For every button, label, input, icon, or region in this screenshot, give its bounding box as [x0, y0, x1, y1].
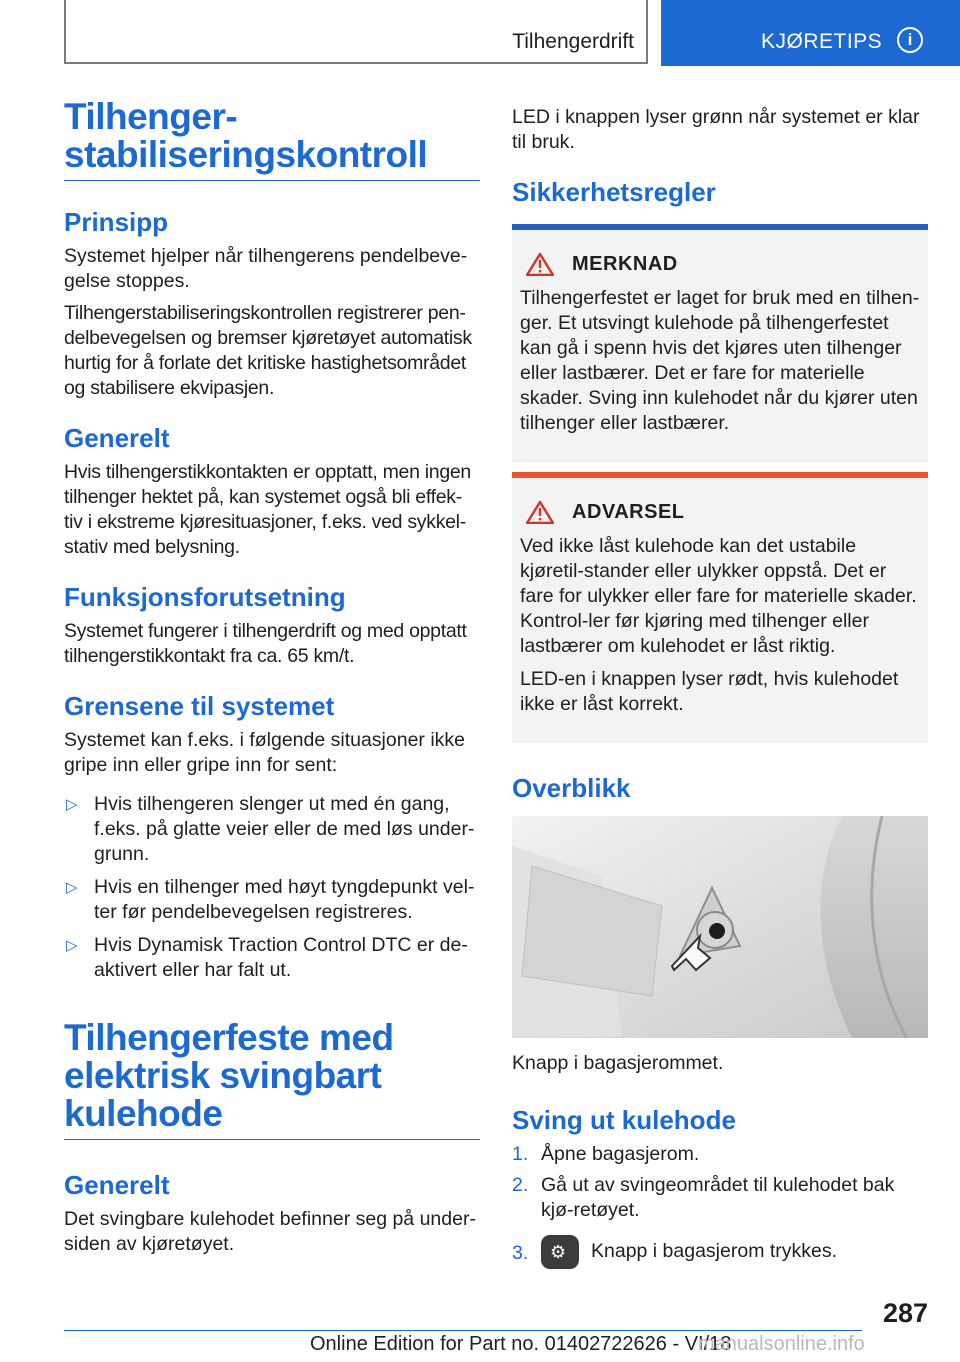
- triangle-bullet-icon: ▷: [66, 796, 78, 813]
- heading-line: elektrisk svingbart: [64, 1055, 382, 1096]
- paragraph: Systemet kan f.eks. i følgende situasjoner ikke gripe inn eller gripe inn for sent:: [64, 729, 466, 776]
- heading-line: kulehode: [64, 1093, 223, 1134]
- step-text: Knapp i bagasjerom trykkes.: [591, 1240, 838, 1263]
- triangle-bullet-icon: ▷: [66, 879, 78, 896]
- warning-triangle-icon: [526, 500, 554, 524]
- footer-watermark: manualsonline.info: [698, 1333, 865, 1355]
- subheading-generelt-2: Generelt: [64, 1170, 170, 1200]
- steps-list: [512, 1142, 928, 1269]
- list-item-text: Hvis Dynamisk Traction Control DTC er de-aktivert eller har falt ut.: [94, 934, 468, 981]
- note-label: MERKNAD: [572, 252, 678, 275]
- page-number: 287: [882, 1298, 928, 1328]
- paragraph: Systemet hjelper når tilhengerens pendelbeve-gelse stoppes.: [64, 245, 468, 292]
- trailer-hitch-button-icon: ⚙: [541, 1235, 579, 1269]
- list-item: [64, 875, 480, 925]
- heading-line: Tilhengerfeste med: [64, 1017, 394, 1058]
- step-number: 2.: [512, 1174, 529, 1196]
- subheading-sving-ut: Sving ut kulehode: [512, 1105, 736, 1135]
- paragraph: Tilhengerstabiliseringskontrollen registrerer pen-delbevegelsen og bremser kjøretøyet automatisk hurtig for å forlate det kritiske hastighetsområdet og stabilisere ekvipasjen.: [64, 302, 472, 399]
- step-number: 3.: [512, 1242, 529, 1264]
- trunk-illustration: [512, 816, 928, 1038]
- subheading-funksjonsforutsetning: Funksjonsforutsetning: [64, 582, 346, 612]
- subheading-overblikk: Overblikk: [512, 773, 631, 803]
- header-section-box: [64, 0, 648, 64]
- subheading-grensene: Grensene til systemet: [64, 691, 335, 721]
- list-item: [64, 792, 480, 867]
- header-chapter-title: KJØRETIPS: [761, 30, 883, 53]
- heading-line: stabiliseringskontroll: [64, 134, 428, 175]
- note-merknad: [512, 230, 928, 462]
- subheading-generelt: Generelt: [64, 423, 170, 453]
- footer-edition: Online Edition for Part no. 01402722626 - VI/18: [310, 1333, 732, 1355]
- limits-list: [64, 792, 480, 983]
- list-item-text: Hvis tilhengeren slenger ut med én gang, f.eks. på glatte veier eller de med løs under-grunn.: [94, 793, 475, 865]
- step-text: Åpne bagasjerom.: [541, 1143, 700, 1165]
- subheading-sikkerhetsregler: Sikkerhetsregler: [512, 177, 716, 207]
- warning-triangle-icon: [526, 252, 554, 276]
- trunk-button-photo: [512, 816, 928, 1038]
- note-text: Tilhengerfestet er laget for bruk med en tilhen-ger. Et utsvingt kulehode på tilhengerfestet kan gå i spenn hvis det kjøres uten tilhenger eller lastbærer. Det er fare for materielle skader. Sving inn kulehodet når du kjører uten tilhenger eller lastbærer.: [520, 287, 920, 434]
- step-number: 1.: [512, 1143, 529, 1165]
- triangle-bullet-icon: ▷: [66, 937, 78, 954]
- figure-caption: Knapp i bagasjerommet.: [512, 1052, 724, 1074]
- subheading-prinsipp: Prinsipp: [64, 207, 169, 237]
- footer-divider: [64, 1330, 862, 1331]
- info-icon[interactable]: i: [897, 27, 923, 53]
- header-section-title: Tilhengerdrift: [512, 30, 634, 53]
- heading-tilhengerfeste: [64, 1019, 480, 1140]
- step-text: Gå ut av svingeområdet til kulehodet bak kjø-retøyet.: [541, 1174, 895, 1221]
- paragraph: Systemet fungerer i tilhengerdrift og med opptatt tilhengerstikkontakt fra ca. 65 km/t.: [64, 620, 467, 667]
- paragraph: LED i knappen lyser grønn når systemet er klar til bruk.: [512, 106, 920, 153]
- paragraph: Det svingbare kulehodet befinner seg på under-siden av kjøretøyet.: [64, 1208, 476, 1255]
- list-item-text: Hvis en tilhenger med høyt tyngdepunkt vel-ter før pendelbevegelsen registreres.: [94, 876, 475, 923]
- heading-line: Tilhenger-: [64, 96, 238, 137]
- paragraph: Hvis tilhengerstikkontakten er opptatt, men ingen tilhenger hektet på, kan systemet også bli effek-tiv i ekstreme kjøresituasjoner, f.eks. ved sykkel-stativ med belysning.: [64, 461, 471, 558]
- step-item: [512, 1142, 928, 1167]
- list-item: [64, 933, 480, 983]
- note-advarsel: [512, 478, 928, 743]
- left-column: [64, 98, 480, 1264]
- right-column: [512, 98, 928, 1275]
- header-chapter-tab[interactable]: [661, 0, 960, 66]
- step-item: [512, 1235, 928, 1269]
- note-text: LED-en i knappen lyser rødt, hvis kulehodet ikke er låst korrekt.: [520, 668, 899, 715]
- note-label: ADVARSEL: [572, 500, 685, 523]
- heading-stabilisering: [64, 98, 480, 181]
- note-text: Ved ikke låst kulehode kan det ustabile kjøretil-stander eller ulykker oppstå. Det er fare for ulykker eller fare for materielle skader. Kontrol-ler før kjøring med tilhenger eller lastbærer om kulehodet er låst riktig.: [520, 535, 917, 657]
- step-item: [512, 1173, 928, 1223]
